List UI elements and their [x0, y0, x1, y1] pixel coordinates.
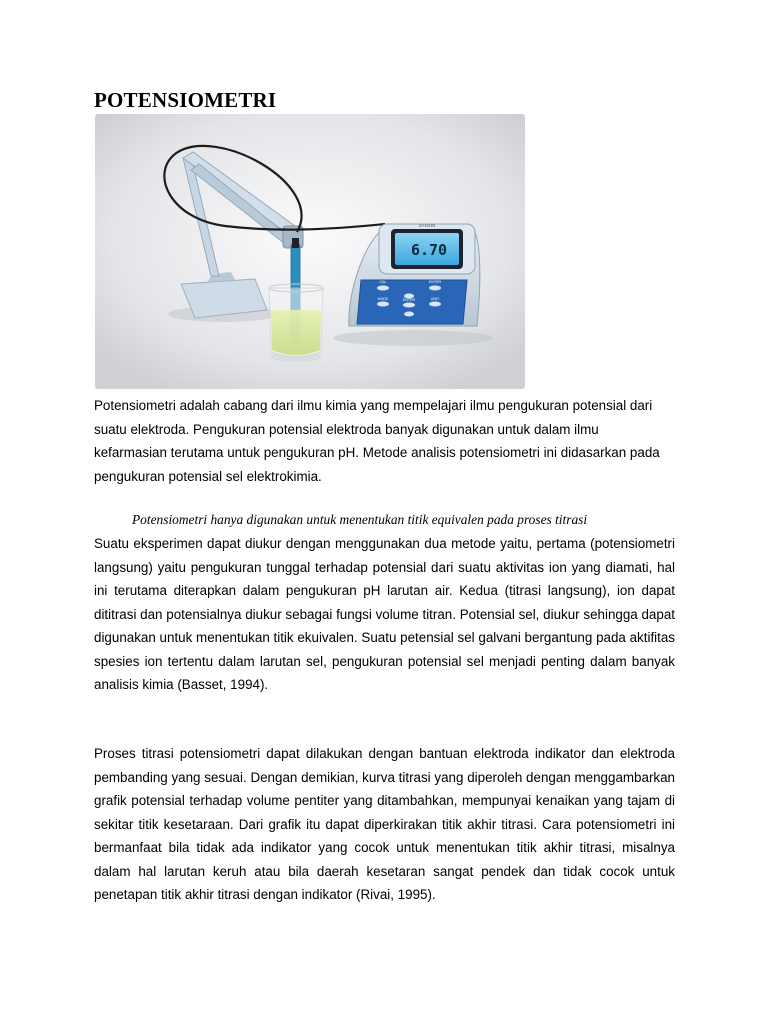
meter-brand-label: SANXIN: [418, 223, 436, 228]
meter-button-label: UNIT: [430, 297, 440, 301]
meter-display-value: 6.70: [410, 241, 448, 259]
paragraph-titration: Proses titrasi potensiometri dapat dilakukan dengan bantuan elektroda indikator dan elektroda pembanding yang sesuai. Dengan demikian, kurva titrasi yang diperoleh dengan menggambarkan grafik potensial terhadap volume pentiter yang ditambahkan, mempunyai kenaikan yang tajam di sekitar titik kesetaraan. Dari grafik itu dapat diperkirakan titik akhir titrasi. Cara potensiometri ini bermanfaat bila tidak ada indikator yang cocok untuk menentukan titik akhir titrasi, misalnya dalam hal larutan keruh atau bila daerah kesetaran sangat pendek dan tidak cocok untuk penetapan titik akhir titrasi dengan indikator (Rivai, 1995).: [94, 746, 675, 902]
meter-button-label: CAL: [379, 280, 387, 284]
meter-button-label: MODE: [377, 297, 389, 301]
meter-button-label: ENTER: [428, 280, 442, 284]
ph-meter-photo: [95, 114, 525, 389]
page-title: POTENSIOMETRI: [94, 88, 277, 112]
paragraph-intro: Potensiometri adalah cabang dari ilmu kimia yang mempelajari ilmu pengukuran potensial dari suatu elektroda. Pengukuran potensial elektroda banyak digunakan untuk dalam ilmu kefarmasian terutama untuk pengukuran pH. Metode analisis potensiometri ini didasarkan pada pengukuran potensial sel elektrokimia.: [94, 398, 660, 484]
italic-caption: Potensiometri hanya digunakan untuk menentukan titik equivalen pada proses titrasi: [132, 512, 588, 527]
meter-button-label: ENTER: [402, 298, 416, 302]
beaker: [269, 284, 323, 362]
paragraph-methods: Suatu eksperimen dapat diukur dengan menggunakan dua metode yaitu, pertama (potensiometri langsung) yaitu pengukuran tunggal terhadap potensial dari suatu aktivitas ion yang diamati, hal ini terutama diterapkan dalam pengukuran pH larutan air. Kedua (titrasi langsung), ion dapat dititrasi dan potensialnya diukur sebagai fungsi volume titran. Potensial sel, diukur sehingga dapat digunakan untuk menentukan titik ekuivalen. Suatu petensial sel galvani bergantung pada aktifitas spesies ion tertentu dalam larutan sel, pengukuran potensial sel menjadi penting dalam banyak analisis kimia (Basset, 1994).: [94, 536, 675, 692]
